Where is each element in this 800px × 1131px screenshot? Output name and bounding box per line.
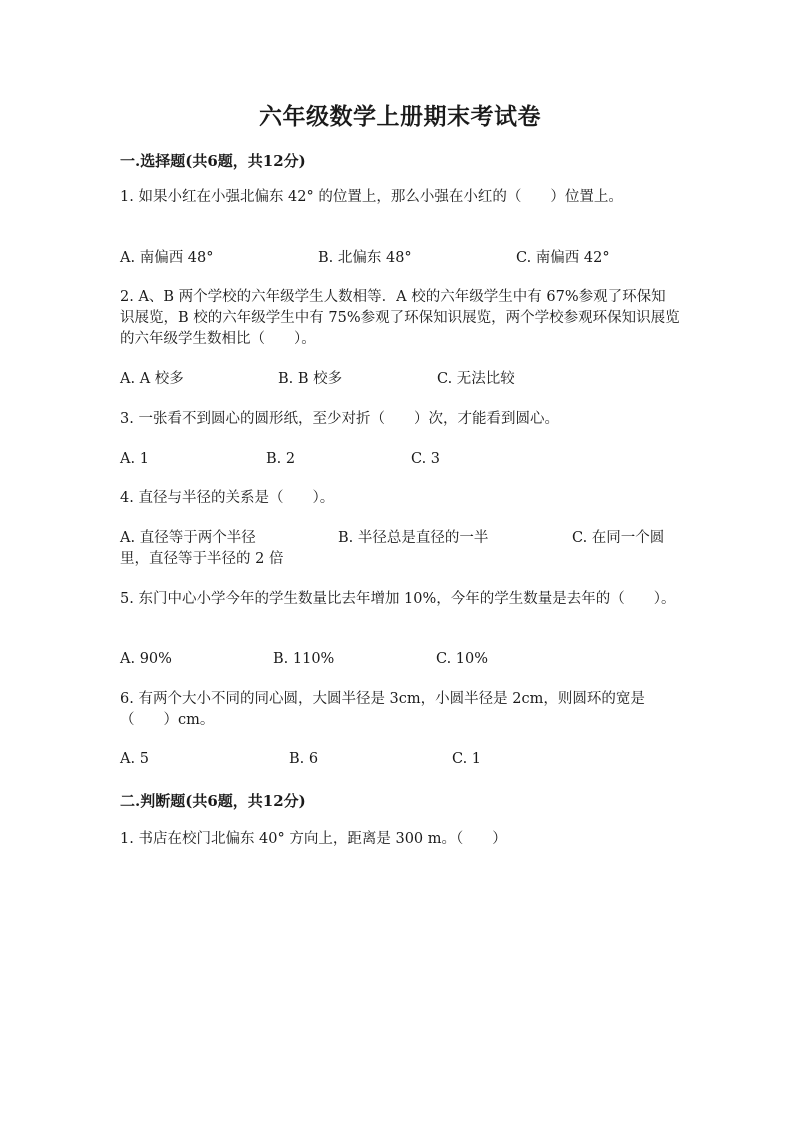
q4-option-b: B. 半径总是直径的一半 bbox=[338, 530, 489, 546]
q6-option-b: B. 6 bbox=[289, 751, 319, 767]
q5-option-c: C. 10% bbox=[436, 651, 489, 667]
q5-option-b: B. 110% bbox=[273, 651, 335, 667]
question-4: 4. 直径与半径的关系是（ ）。 bbox=[120, 490, 335, 506]
question-2: 2. A、B 两个学校的六年级学生人数相等．A 校的六年级学生中有 67%参观了环保知识展览，B 校的六年级学生中有 75%参观了环保知识展览，两个学校参观环保知识展览的六年级学生数相比（ ）。 bbox=[120, 289, 680, 347]
q6-option-c: C. 1 bbox=[452, 751, 482, 767]
q3-option-c: C. 3 bbox=[411, 451, 441, 467]
q4-option-c: C. 在同一个圆里，直径等于半径的 2 倍 bbox=[120, 530, 665, 567]
question-6: 6. 有两个大小不同的同心圆，大圆半径是 3cm，小圆半径是 2cm，则圆环的宽是（ ）cm。 bbox=[120, 691, 645, 728]
q5-option-a: A. 90% bbox=[120, 651, 172, 667]
q2-option-c: C. 无法比较 bbox=[437, 371, 515, 387]
section-heading-choice: 一.选择题(共6题，共12分) bbox=[120, 152, 306, 170]
section-heading-judgement: 二.判断题(共6题，共12分) bbox=[120, 792, 306, 810]
q2-option-a: A. A 校多 bbox=[120, 371, 184, 387]
q6-option-a: A. 5 bbox=[120, 751, 149, 767]
q2-option-b: B. B 校多 bbox=[278, 371, 343, 387]
q1-option-c: C. 南偏西 42° bbox=[516, 250, 610, 266]
q1-option-a: A. 南偏西 48° bbox=[120, 250, 214, 266]
question-1: 1. 如果小红在小强北偏东 42° 的位置上，那么小强在小红的（ ）位置上。 bbox=[120, 189, 623, 205]
question-5: 5. 东门中心小学今年的学生数量比去年增加 10%，今年的学生数量是去年的（ ）。 bbox=[120, 591, 676, 607]
question-3: 3. 一张看不到圆心的圆形纸，至少对折（ ）次，才能看到圆心。 bbox=[120, 411, 559, 427]
page-title: 六年级数学上册期末考试卷 bbox=[259, 103, 541, 130]
q3-option-b: B. 2 bbox=[266, 451, 296, 467]
judgement-question-1: 1. 书店在校门北偏东 40° 方向上，距离是 300 m。（ ） bbox=[120, 831, 507, 847]
q4-option-a: A. 直径等于两个半径 bbox=[120, 530, 256, 546]
q3-option-a: A. 1 bbox=[120, 451, 149, 467]
q1-option-b: B. 北偏东 48° bbox=[318, 250, 412, 266]
